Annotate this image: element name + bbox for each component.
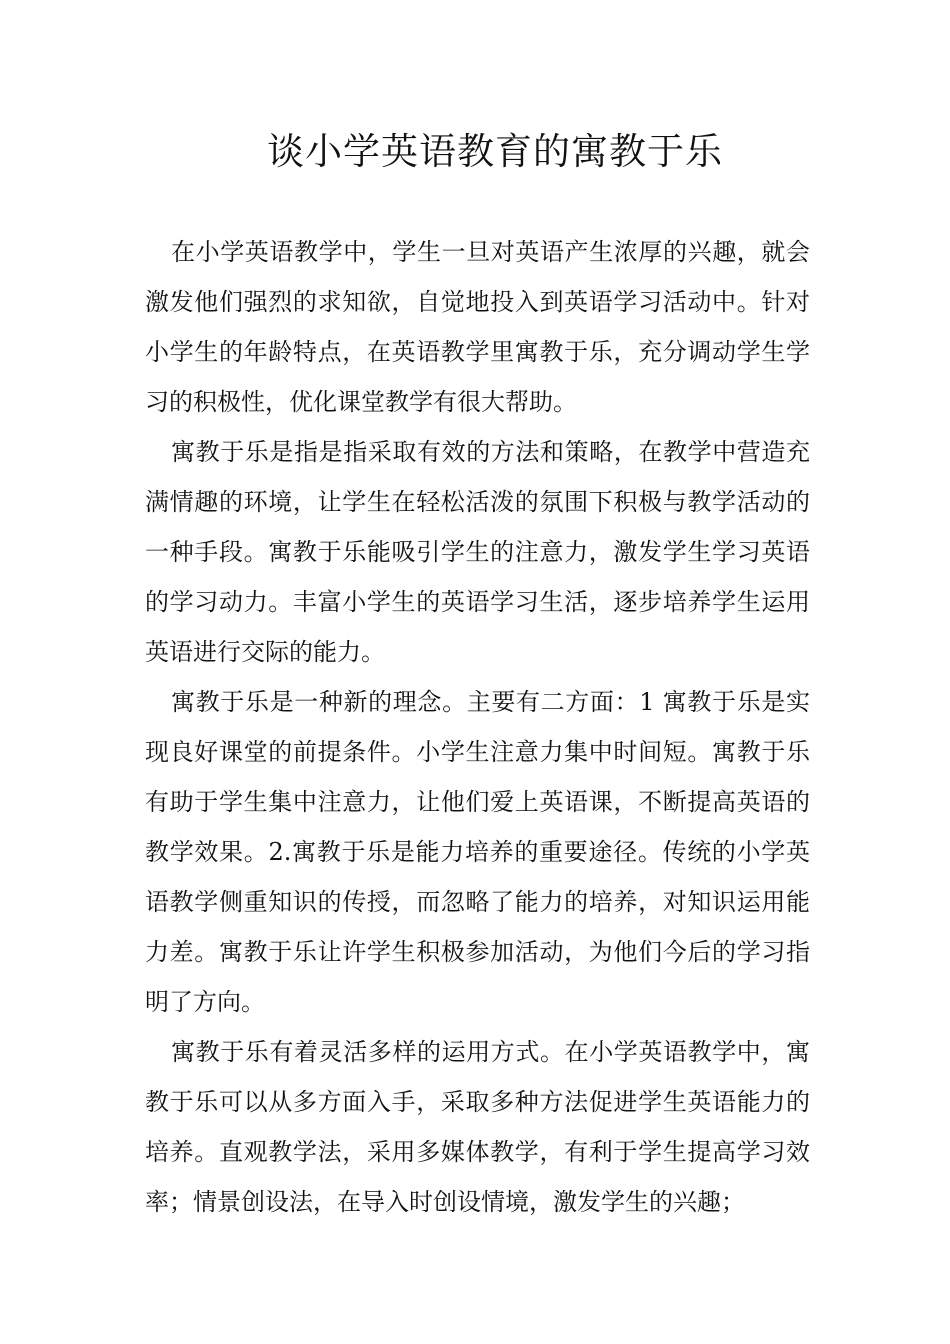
document-title: 谈小学英语教育的寓教于乐 — [267, 130, 723, 173]
paragraph: 寓教于乐是一种新的理念。主要有二方面：1 寓教于乐是实现良好课堂的前提条件。小学生注意力集中时间短。寓教于乐有助于学生集中注意力，让他们爱上英语课，不断提高英语的教学效果。2.寓教于乐是能力培养的重要途径。传统的小学英语教学侧重知识的传授，而忽略了能力的培养，对知识运用能力差。寓教于乐让许学生积极参加活动，为他们今后的学习指明了方向。 — [145, 688, 810, 1016]
document-body — [145, 227, 810, 1227]
paragraph: 在小学英语教学中，学生一旦对英语产生浓厚的兴趣，就会激发他们强烈的求知欲，自觉地投入到英语学习活动中。针对小学生的年龄特点，在英语教学里寓教于乐，充分调动学生学习的积极性，优化课堂教学有很大帮助。 — [145, 238, 810, 416]
paragraph: 寓教于乐是指是指采取有效的方法和策略，在教学中营造充满情趣的环境，让学生在轻松活泼的氛围下积极与教学活动的一种手段。寓教于乐能吸引学生的注意力，激发学生学习英语的学习动力。丰富小学生的英语学习生活，逐步培养学生运用英语进行交际的能力。 — [145, 438, 810, 666]
paragraph: 寓教于乐有着灵活多样的运用方式。在小学英语教学中，寓教于乐可以从多方面入手，采取多种方法促进学生英语能力的培养。直观教学法，采用多媒体教学，有利于学生提高学习效率；情景创设法，在导入时创设情境，激发学生的兴趣； — [145, 1038, 810, 1216]
